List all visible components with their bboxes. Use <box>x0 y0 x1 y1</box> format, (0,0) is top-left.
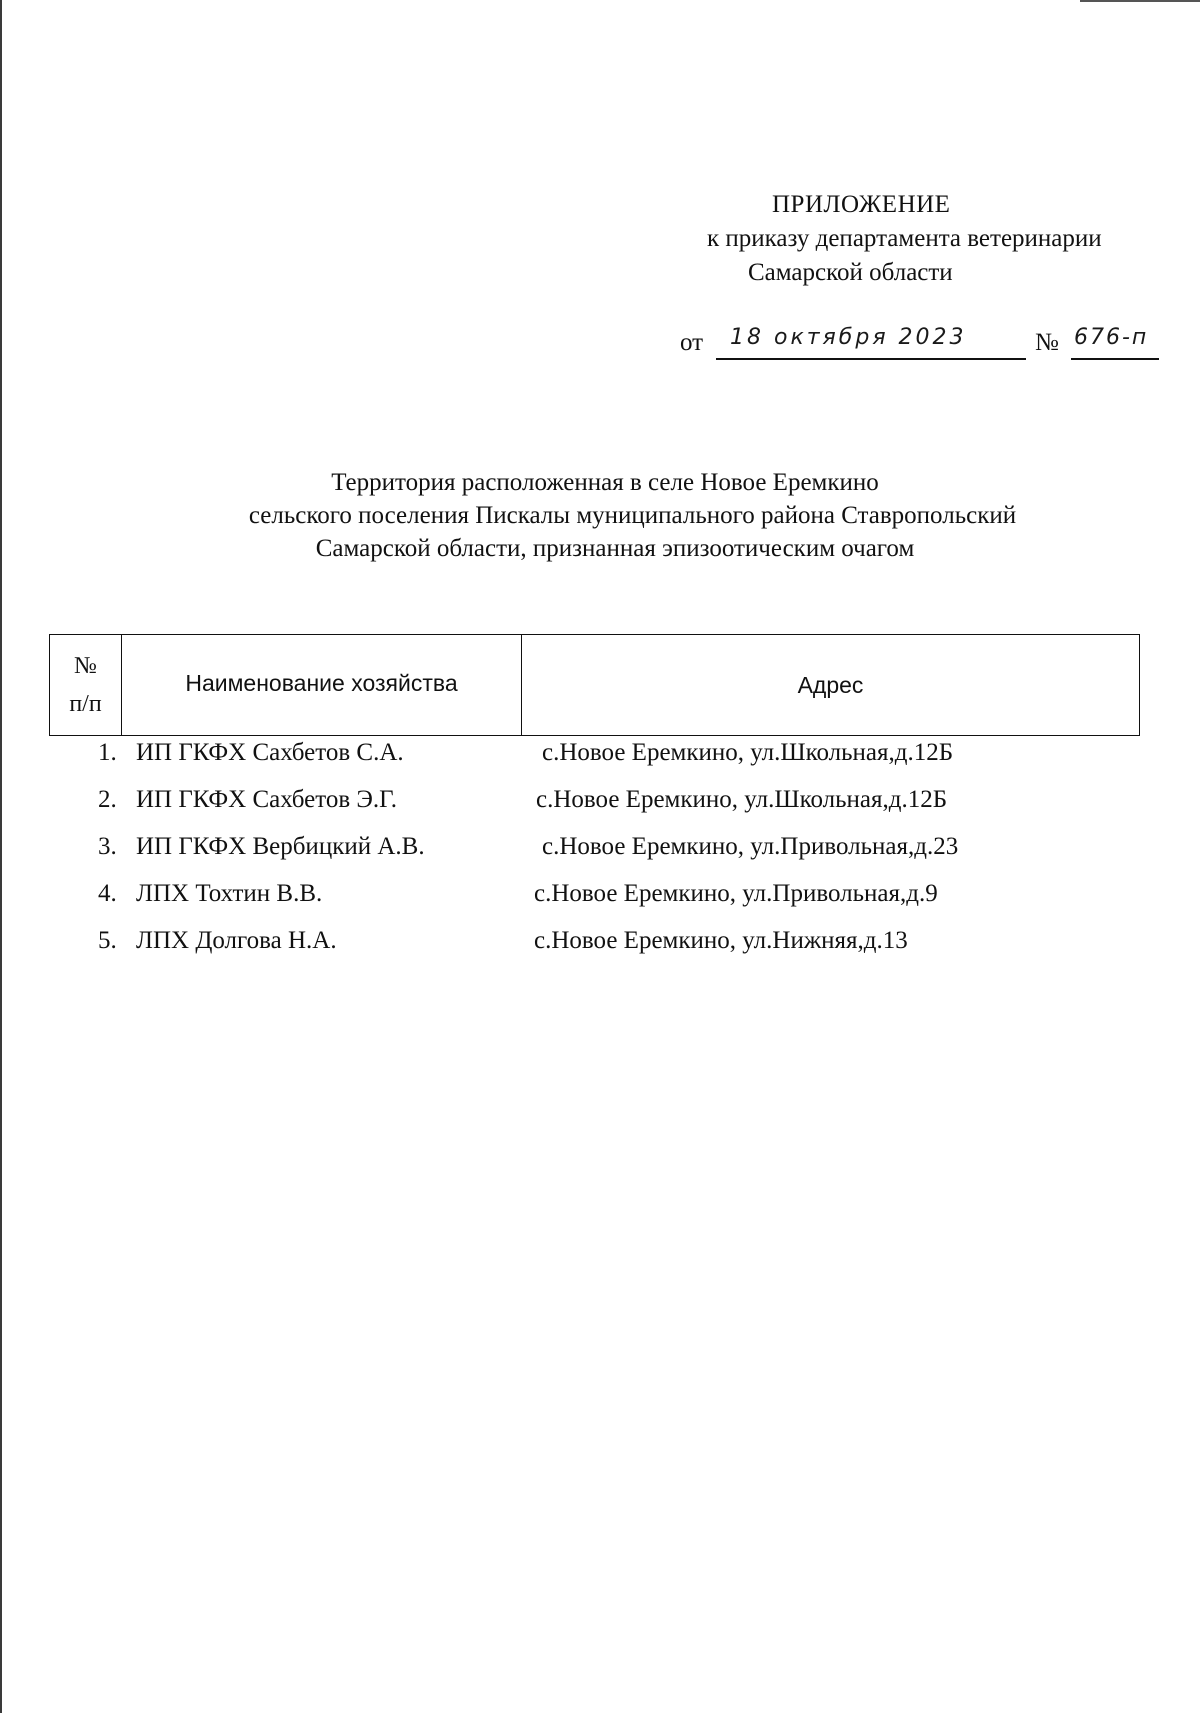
row-address: с.Новое Еремкино, ул.Школьная,д.12Б <box>542 739 954 766</box>
row-address: с.Новое Еремкино, ул.Привольная,д.23 <box>542 833 959 860</box>
list-item <box>0 736 1200 783</box>
row-index: 1. <box>98 739 117 766</box>
row-farm-name: ЛПХ Долгова Н.А. <box>136 927 337 954</box>
heading-line3: Самарской области, признанная эпизоотическим очагом <box>315 535 915 562</box>
header-name-cell: Наименование хозяйства <box>122 635 522 736</box>
appendix-line2: Самарской области <box>748 259 953 286</box>
order-date-underline <box>716 358 1026 360</box>
order-number-handwritten: 676-п <box>1074 325 1149 350</box>
row-index: 2. <box>98 786 117 813</box>
header-number-cell <box>50 635 122 736</box>
row-farm-name: ИП ГКФХ Вербицкий А.В. <box>136 833 425 860</box>
table-header-row <box>50 635 1140 736</box>
row-address: с.Новое Еремкино, ул.Привольная,д.9 <box>534 880 938 907</box>
header-address-cell: Адрес <box>522 635 1140 736</box>
row-farm-name: ИП ГКФХ Сахбетов Э.Г. <box>136 786 398 813</box>
heading-line1: Территория расположенная в селе Новое Еремкино <box>331 469 879 496</box>
heading-line2: сельского поселения Пискалы муниципального района Ставропольский <box>248 502 1017 529</box>
appendix-line1: к приказу департамента ветеринарии <box>707 225 1102 252</box>
appendix-title: ПРИЛОЖЕНИЕ <box>772 191 951 218</box>
header-number-sign: № <box>74 653 97 679</box>
row-farm-name: ИП ГКФХ Сахбетов С.А. <box>136 739 404 766</box>
order-number-underline <box>1071 358 1159 360</box>
row-index: 4. <box>98 880 117 907</box>
farm-list <box>0 736 1200 971</box>
list-item <box>0 783 1200 830</box>
row-address: с.Новое Еремкино, ул.Нижняя,д.13 <box>534 927 908 954</box>
table-header <box>49 634 1140 736</box>
order-prefix: от <box>680 329 704 356</box>
scan-edge-top <box>1080 0 1200 2</box>
list-item <box>0 830 1200 877</box>
row-address: с.Новое Еремкино, ул.Школьная,д.12Б <box>536 786 948 813</box>
order-line <box>680 325 1170 365</box>
list-item <box>0 924 1200 971</box>
header-number-label: п/п <box>69 691 102 717</box>
row-farm-name: ЛПХ Тохтин В.В. <box>136 880 323 907</box>
row-index: 5. <box>98 927 117 954</box>
document-heading <box>0 466 1200 565</box>
row-index: 3. <box>98 833 117 860</box>
list-item <box>0 877 1200 924</box>
order-date-handwritten: 18 октября 2023 <box>730 325 967 350</box>
order-number-sign: № <box>1035 329 1059 356</box>
